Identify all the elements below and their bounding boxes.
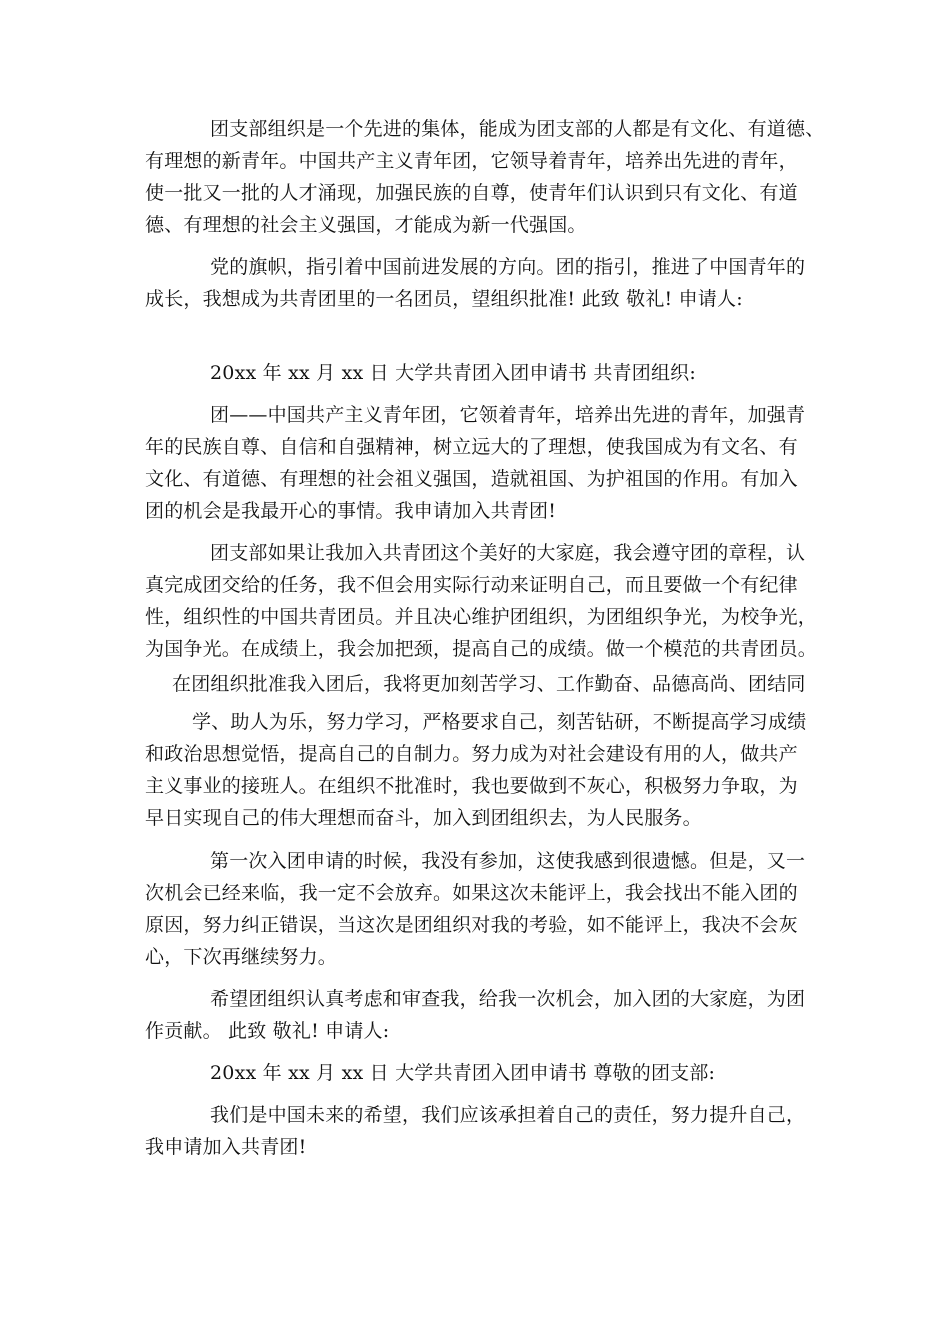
text-line: 德、有理想的社会主义强国，才能成为新一代强国。	[145, 214, 587, 236]
text-line: 和政治思想觉悟，提高自己的自制力。努力成为对社会建设有用的人，做共产	[145, 743, 798, 765]
text-line: 为国争光。在成绩上，我会加把颈，提高自己的成绩。做一个模范的共青团员。	[145, 638, 818, 660]
text-line: 学、助人为乐，努力学习，严格要求自己，刻苦钻研，不断提高学习成绩	[192, 711, 807, 733]
text-line: 20xx 年 xx 月 xx 日 大学共青团入团申请书 尊敬的团支部:	[210, 1062, 716, 1084]
text-line: 团的机会是我最开心的事情。我申请加入共青团!	[145, 500, 557, 522]
text-line: 主义事业的接班人。在组织不批准时，我也要做到不灰心，积极努力争取，为	[145, 775, 798, 797]
text-line: 原因，努力纠正错误，当这次是团组织对我的考验，如不能评上，我决不会灰	[145, 914, 798, 936]
text-line: 在团组织批准我入团后，我将更加刻苦学习、工作勤奋、品德高尚、团结同	[172, 673, 806, 695]
text-line: 作贡献。 此致 敬礼! 申请人:	[145, 1020, 390, 1042]
text-line: 心，下次再继续努力。	[145, 946, 338, 968]
text-line: 成长，我想成为共青团里的一名团员，望组织批准! 此致 敬礼! 申请人:	[145, 288, 743, 310]
text-line: 早日实现自己的伟大理想而奋斗，加入到团组织去，为人民服务。	[145, 807, 702, 829]
text-line: 第一次入团申请的时候，我没有参加，这使我感到很遗憾。但是，又一	[210, 850, 806, 872]
text-line: 团——中国共产主义青年团，它领着青年，培养出先进的青年，加强青	[210, 404, 806, 426]
text-line: 性，组织性的中国共青团员。并且决心维护团组织，为团组织争光，为校争光，	[145, 606, 818, 628]
text-line: 我申请加入共青团!	[145, 1136, 307, 1158]
text-line: 团支部组织是一个先进的集体，能成为团支部的人都是有文化、有道德、	[210, 118, 825, 140]
text-line: 20xx 年 xx 月 xx 日 大学共青团入团申请书 共青团组织:	[210, 362, 696, 384]
text-line: 文化、有道德、有理想的社会祖义强国，造就祖国、为护祖国的作用。有加入	[145, 468, 798, 490]
text-line: 团支部如果让我加入共青团这个美好的大家庭，我会遵守团的章程，认	[210, 542, 806, 564]
text-line: 我们是中国未来的希望，我们应该承担着自己的责任，努力提升自己，	[210, 1104, 806, 1126]
text-line: 真完成团交给的任务，我不但会用实际行动来证明自己，而且要做一个有纪律	[145, 574, 798, 596]
text-line: 次机会已经来临，我一定不会放弃。如果这次未能评上，我会找出不能入团的	[145, 882, 798, 904]
text-line: 年的民族自尊、自信和自强精神，树立远大的了理想，使我国成为有文名、有	[145, 436, 798, 458]
text-line: 使一批又一批的人才涌现，加强民族的自尊，使青年们认识到只有文化、有道	[145, 182, 798, 204]
text-line: 有理想的新青年。中国共产主义青年团，它领导着青年，培养出先进的青年，	[145, 150, 798, 172]
text-line: 希望团组织认真考虑和审查我，给我一次机会，加入团的大家庭，为团	[210, 988, 806, 1010]
text-line: 党的旗帜，指引着中国前进发展的方向。团的指引，推进了中国青年的	[210, 256, 806, 278]
